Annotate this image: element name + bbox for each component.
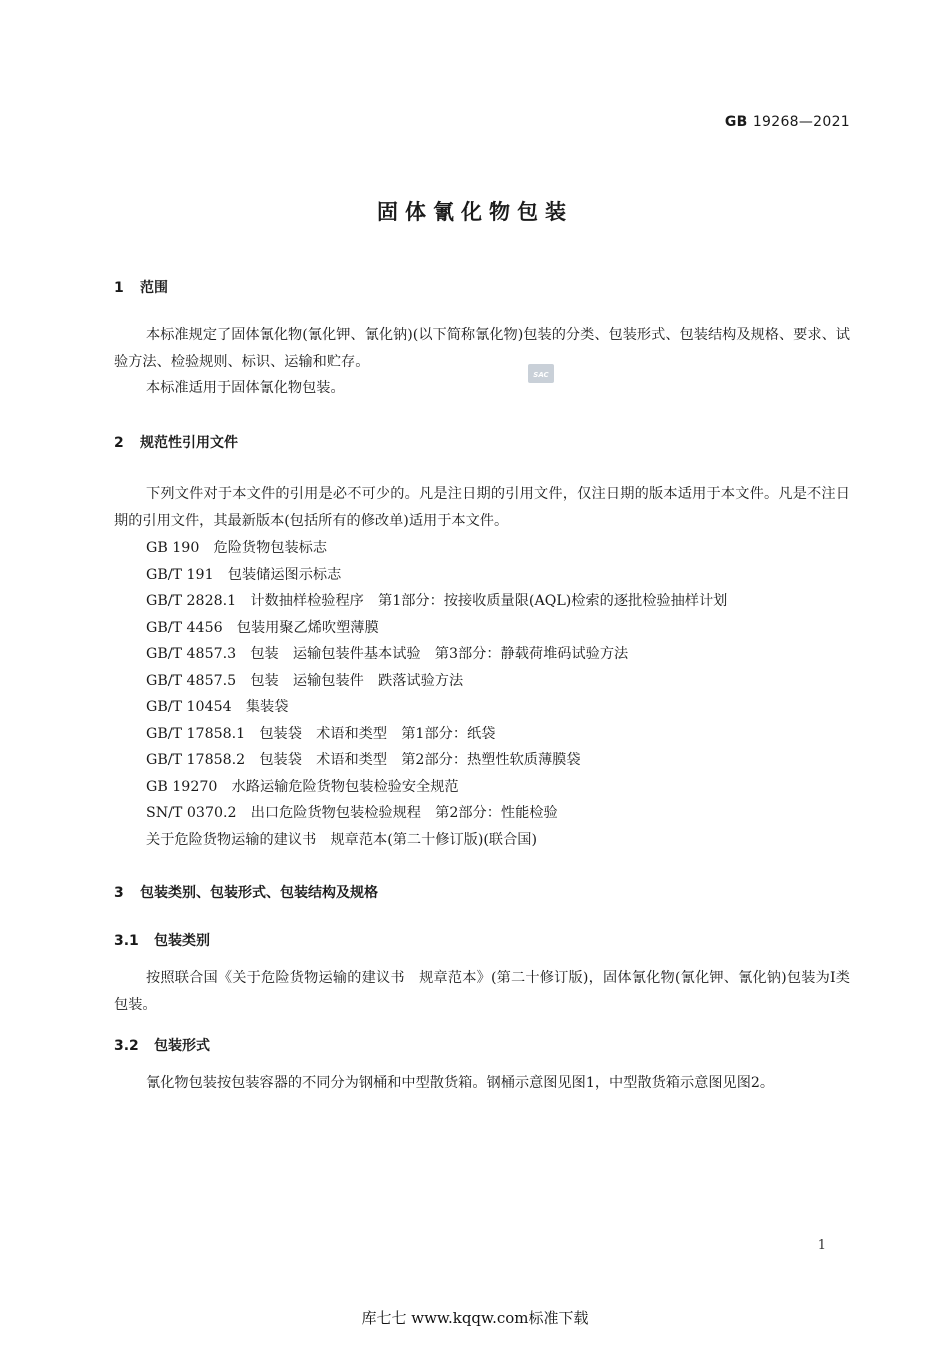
footer-source: 库七七 www.kqqw.com标准下载 bbox=[361, 1309, 589, 1327]
standard-prefix: GB bbox=[724, 114, 748, 130]
reference-item: GB 190 危险货物包装标志 bbox=[146, 540, 328, 556]
reference-item: GB/T 2828.1 计数抽样检验程序 第1部分：按接收质量限(AQL)检索的逐批检验抽样计划 bbox=[146, 593, 728, 609]
reference-item: 关于危险货物运输的建议书 规章范本(第二十修订版)(联合国) bbox=[146, 832, 538, 848]
section-title: 包装形式 bbox=[154, 1038, 210, 1054]
reference-item: GB/T 4857.5 包装 运输包装件 跌落试验方法 bbox=[146, 673, 464, 689]
package-form-paragraph: 氰化物包装按包装容器的不同分为钢桶和中型散货箱。钢桶示意图见图1，中型散货箱示意图见图2。 bbox=[146, 1075, 775, 1091]
standard-code bbox=[725, 114, 850, 130]
section-number: 1 bbox=[114, 280, 124, 296]
section-number: 3.2 bbox=[114, 1038, 139, 1054]
reference-item: GB/T 17858.2 包装袋 术语和类型 第2部分：热塑性软质薄膜袋 bbox=[146, 752, 581, 768]
section-1-heading bbox=[114, 277, 168, 297]
reference-item: GB/T 17858.1 包装袋 术语和类型 第1部分：纸袋 bbox=[146, 726, 496, 742]
watermark-text: SAC bbox=[533, 371, 549, 379]
reference-item: GB/T 4456 包装用聚乙烯吹塑薄膜 bbox=[146, 620, 379, 636]
section-3-heading bbox=[114, 882, 378, 902]
package-class-paragraph: 按照联合国《关于危险货物运输的建议书 规章范本》(第二十修订版)，固体氰化物(氰化钾、氰化钠)包装为Ⅰ类包装。 bbox=[114, 970, 850, 1013]
reference-item: GB/T 10454 集装袋 bbox=[146, 699, 289, 715]
section-number: 2 bbox=[114, 435, 124, 451]
reference-item: GB 19270 水路运输危险货物包装检验安全规范 bbox=[146, 779, 459, 795]
section-number: 3.1 bbox=[114, 933, 139, 949]
section-title: 包装类别、包装形式、包装结构及规格 bbox=[140, 885, 378, 901]
section-title: 范围 bbox=[140, 280, 168, 296]
section-3-2-heading bbox=[114, 1035, 210, 1055]
page-number: 1 bbox=[817, 1238, 826, 1253]
section-title: 规范性引用文件 bbox=[140, 435, 238, 451]
document-title: 固体氰化物包装 bbox=[377, 200, 573, 224]
section-number: 3 bbox=[114, 885, 124, 901]
section-3-1-heading bbox=[114, 930, 210, 950]
reference-item: GB/T 4857.3 包装 运输包装件基本试验 第3部分：静载荷堆码试验方法 bbox=[146, 646, 629, 662]
reference-item: GB/T 191 包装储运图示标志 bbox=[146, 567, 342, 583]
references-intro: 下列文件对于本文件的引用是必不可少的。凡是注日期的引用文件，仅注日期的版本适用于本文件。凡是不注日期的引用文件，其最新版本(包括所有的修改单)适用于本文件。 bbox=[114, 486, 850, 529]
standard-number: 19268—2021 bbox=[752, 114, 850, 130]
scope-paragraph-1: 本标准规定了固体氰化物(氰化钾、氰化钠)(以下简称氰化物)包装的分类、包装形式、包装结构及规格、要求、试验方法、检验规则、标识、运输和贮存。 bbox=[114, 327, 850, 370]
scope-paragraph-2: 本标准适用于固体氰化物包装。 bbox=[146, 380, 345, 396]
reference-item: SN/T 0370.2 出口危险货物包装检验规程 第2部分：性能检验 bbox=[146, 805, 558, 821]
section-2-heading bbox=[114, 432, 238, 452]
section-title: 包装类别 bbox=[154, 933, 210, 949]
